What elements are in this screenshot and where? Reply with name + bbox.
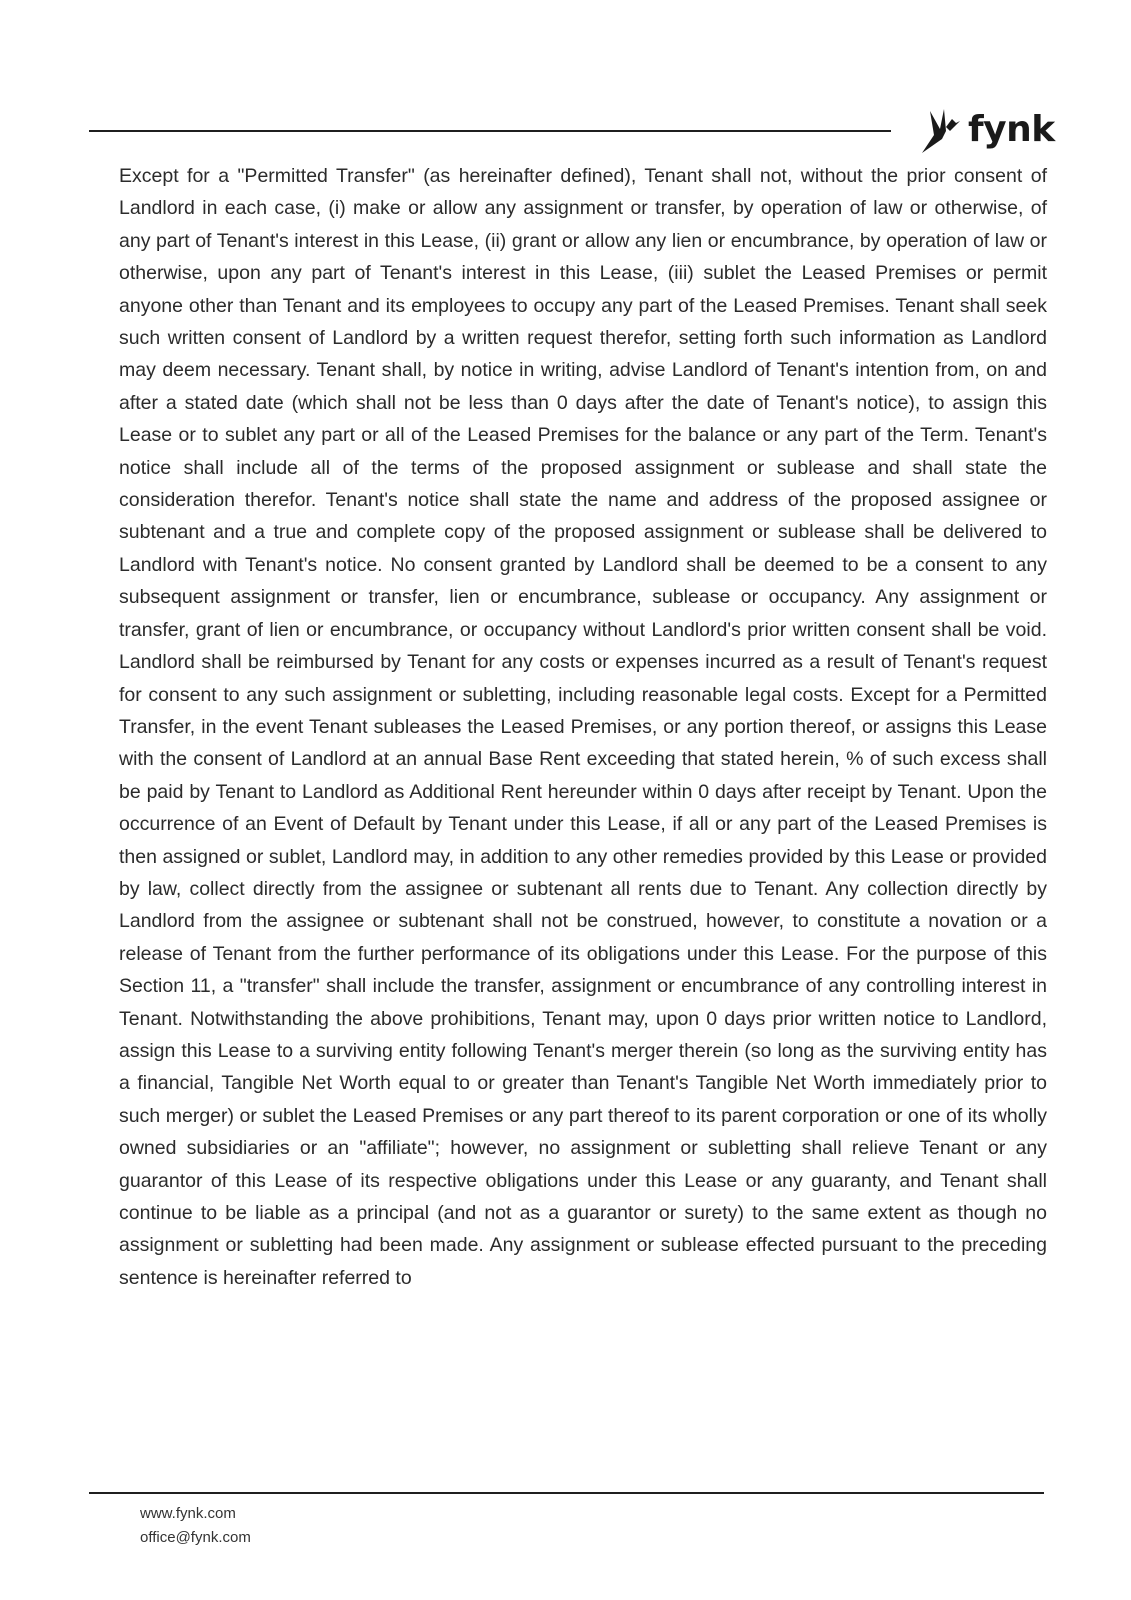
header-divider — [89, 130, 891, 132]
footer-divider — [89, 1492, 1044, 1494]
logo-text: fynk — [968, 109, 1055, 150]
lease-clause-paragraph: Except for a "Permitted Transfer" (as hereinafter defined), Tenant shall not, without the prior consent of Landlord in each case, (i) make or allow any assignment or transfer, by operation of law or otherwise, of any part of Tenant's interest in this Lease, (ii) grant or allow any lien or encumbrance, by operation of law or otherwise, upon any part of Tenant's interest in this Lease, (iii) sublet the Leased Premises or permit anyone other than Tenant and its employees to occupy any part of the Leased Premises. Tenant shall seek such written consent of Landlord by a written request therefor, setting forth such information as Landlord may deem necessary. Tenant shall, by notice in writing, advise Landlord of Tenant's intention from, on and after a stated date (which shall not be less than 0 days after the date of Tenant's notice), to assign this Lease or to sublet any part or all of the Leased Premises for the balance or any part of the Term. Tenant's notice shall include all of the terms of the proposed assignment or sublease and shall state the consideration therefor. Tenant's notice shall state the name and address of the proposed assignee or subtenant and a true and complete copy of the proposed assignment or sublease shall be delivered to Landlord with Tenant's notice. No consent granted by Landlord shall be deemed to be a consent to any subsequent assignment or transfer, lien or encumbrance, sublease or occupancy. Any assignment or transfer, grant of lien or encumbrance, or occupancy without Landlord's prior written consent shall be void. Landlord shall be reimbursed by Tenant for any costs or expenses incurred as a result of Tenant's request for consent to any such assignment or subletting, including reasonable legal costs. Except for a Permitted Transfer, in the event Tenant subleases the Leased Premises, or any portion thereof, or assigns this Lease with the consent of Landlord at an annual Base Rent exceeding that stated herein, % of such excess shall be paid by Tenant to Landlord as Additional Rent hereunder within 0 days after receipt by Tenant. Upon the occurrence of an Event of Default by Tenant under this Lease, if all or any part of the Leased Premises is then assigned or sublet, Landlord may, in addition to any other remedies provided by this Lease or provided by law, collect directly from the assignee or subtenant all rents due to Tenant. Any collection directly by Landlord from the assignee or subtenant shall not be construed, however, to constitute a novation or a release of Tenant from the further performance of its obligations under this Lease. For the purpose of this Section 11, a "transfer" shall include the transfer, assignment or encumbrance of any controlling interest in Tenant. Notwithstanding the above prohibitions, Tenant may, upon 0 days prior written notice to Landlord, assign this Lease to a surviving entity following Tenant's merger therein (so long as the surviving entity has a financial, Tangible Net Worth equal to or greater than Tenant's Tangible Net Worth immediately prior to such merger) or sublet the Leased Premises or any part thereof to its parent corporation or one of its wholly owned subsidiaries or an "affiliate"; however, no assignment or subletting shall relieve Tenant or any guarantor of this Lease of its respective obligations under this Lease or any guaranty, and Tenant shall continue to be liable as a principal (and not as a guarantor or surety) to the same extent as though no assignment or subletting had been made. Any assignment or sublease effected pursuant to the preceding sentence is hereinafter referred to — [119, 165, 1047, 1289]
footer-contact — [140, 1502, 251, 1550]
footer-website: www.fynk.com — [140, 1505, 236, 1522]
logo — [920, 104, 1055, 156]
fynk-bird-icon — [920, 105, 962, 155]
footer-email: office@fynk.com — [140, 1529, 251, 1546]
